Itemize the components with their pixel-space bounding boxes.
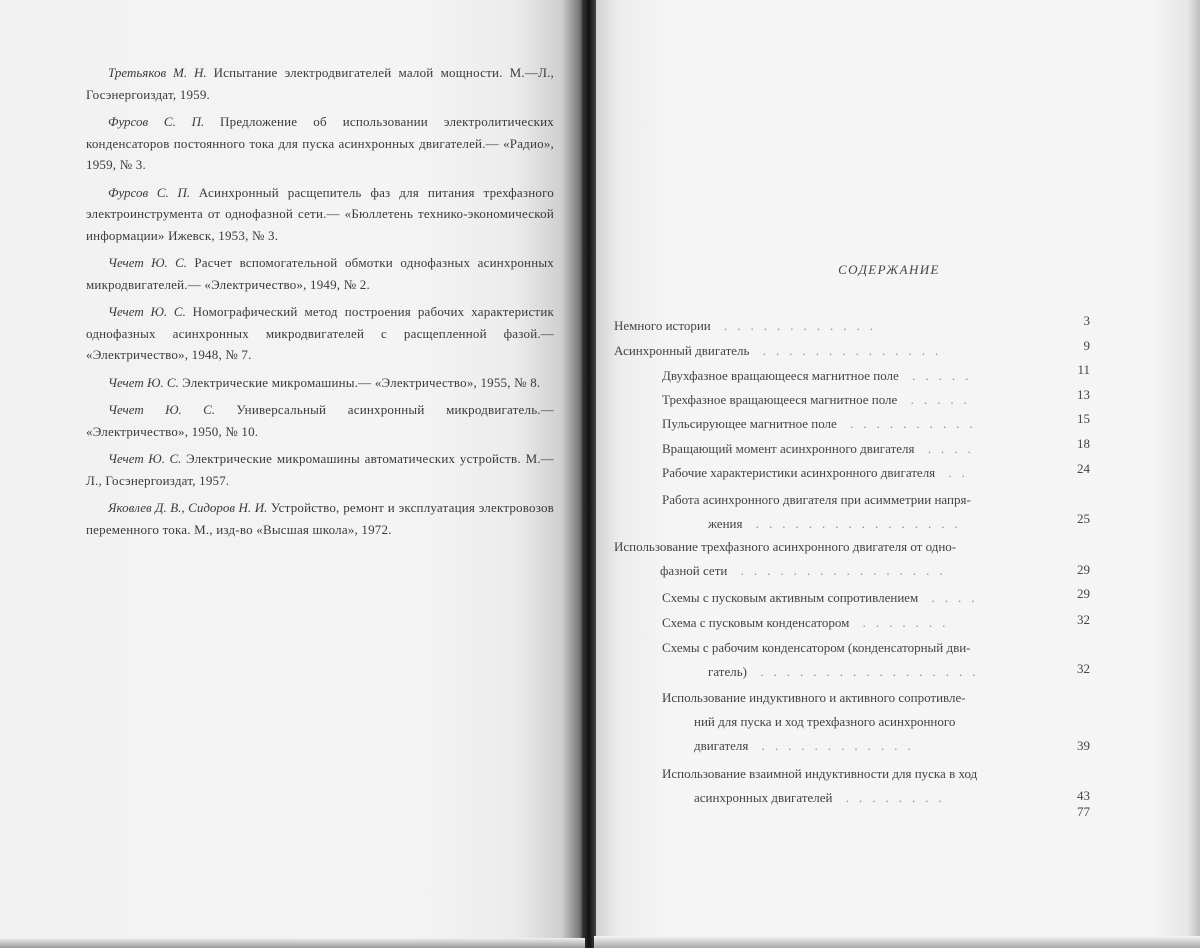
toc-page-number: 32 <box>1077 612 1090 627</box>
toc-entry <box>662 488 971 536</box>
reference-author: Чечет Ю. С. <box>108 451 186 466</box>
toc-entry-text: Использование индуктивного и активного сопротивле- <box>662 690 966 705</box>
reference-text: Электрические микромашины.— «Электричество», 1955, № 8. <box>182 374 541 390</box>
toc-page-number: 32 <box>1077 661 1090 676</box>
toc-entry-text: Двухфазное вращающееся магнитное поле ..... <box>662 368 979 383</box>
toc-page-number: 24 <box>1077 461 1090 476</box>
toc-page-number: 29 <box>1077 586 1090 601</box>
reference-text: Испытание электродвигателей малой мощности. М.—Л., Госэнергоиздат, 1959. <box>86 65 554 102</box>
toc-entry-text: Немного истории ............ <box>614 318 884 333</box>
toc-page-number: 39 <box>1077 738 1090 753</box>
toc-entry <box>662 762 977 810</box>
toc-entry <box>662 636 985 684</box>
toc-page-number: 13 <box>1077 387 1090 402</box>
leader-dots: ..... <box>897 392 977 407</box>
toc-entry-text: фазной сети ................ <box>660 563 953 578</box>
reference-text: Номографический метод построения рабочих характеристик однофазных асинхронных микродвигателей с расщепленной фазой.— «Электричество», 1948, № 7. <box>86 304 554 362</box>
toc-entry <box>614 339 948 363</box>
toc-entry <box>662 412 983 436</box>
reference-entry <box>86 301 554 366</box>
toc-page-number: 43 <box>1077 788 1090 803</box>
reference-entry <box>86 111 554 176</box>
reference-entry <box>86 252 554 295</box>
leader-dots: .......... <box>836 416 983 431</box>
reference-author: Яковлев Д. В., Сидоров Н. И. <box>108 500 271 515</box>
reference-entry <box>86 448 554 491</box>
toc-page-number: 3 <box>1083 313 1090 328</box>
bibliography-list <box>86 62 554 546</box>
reference-entry <box>86 372 554 394</box>
leader-dots: .............. <box>749 343 949 358</box>
reference-entry <box>86 399 554 442</box>
toc-entry <box>614 314 883 338</box>
leader-dots: .... <box>918 590 985 605</box>
leader-dots: .... <box>914 441 981 456</box>
toc-entry-text: Трехфазное вращающееся магнитное поле ..... <box>662 392 977 407</box>
reference-text: Электрические микромашины автоматических устройств. М.—Л., Госэнергоиздат, 1957. <box>86 451 554 488</box>
leader-dots: ..... <box>898 368 979 383</box>
toc-entry-text: Схемы с рабочим конденсатором (конденсаторный дви- <box>662 640 971 655</box>
leader-dots: ........ <box>832 790 952 805</box>
leader-dots: ................ <box>727 563 953 578</box>
toc-entry <box>614 535 956 583</box>
reference-author: Фурсов С. П. <box>108 114 221 129</box>
reference-text: Асинхронный расщепитель фаз для питания трехфазного электроинструмента от однофазной сети.— «Бюллетень технико-экономической информации» Ижевск, 1953, № 3. <box>86 184 554 243</box>
page-edge <box>594 936 1200 948</box>
toc-entry <box>662 586 985 610</box>
reference-entry <box>86 62 554 105</box>
toc-entry-text: ний для пуска и ход трехфазного асинхронного <box>694 714 956 729</box>
toc-entry-text: Использование трехфазного асинхронного двигателя от одно- <box>614 539 957 554</box>
toc-page-number: 18 <box>1077 436 1090 451</box>
toc-entry-text: Асинхронный двигатель .............. <box>614 343 949 358</box>
leader-dots: ................. <box>746 664 986 679</box>
toc-title: СОДЕРЖАНИЕ <box>838 262 940 277</box>
reference-text: Устройство, ремонт и эксплуатация электровозов переменного тока. М., изд-во «Высшая школа», 1972. <box>86 500 554 537</box>
toc-page-number: 11 <box>1077 362 1090 377</box>
toc-entry-text: Схема с пусковым конденсатором ....... <box>662 615 956 630</box>
reference-author: Фурсов С. П. <box>108 184 199 200</box>
reference-text: Универсальный асинхронный микродвигатель.— «Электричество», 1950, № 10. <box>86 402 554 439</box>
reference-author: Чечет Ю. С. <box>108 374 183 390</box>
toc-entry-text: гатель) ................. <box>708 664 986 679</box>
toc-page-number: 15 <box>1077 411 1090 426</box>
toc-entry <box>662 364 978 388</box>
toc-entry-text: Использование взаимной индуктивности для пуска в ход <box>662 766 978 781</box>
leader-dots: ............ <box>710 318 884 333</box>
reference-author: Чечет Ю. С. <box>108 402 237 417</box>
book-gutter <box>582 0 596 948</box>
toc-entry <box>662 461 975 485</box>
leader-dots: ....... <box>849 615 956 630</box>
toc-entry-text: Схемы с пусковым активным сопротивлением .... <box>662 590 985 605</box>
toc-page-number: 9 <box>1083 338 1090 353</box>
reference-text: Предложение об использовании электролитических конденсаторов постоянного тока для пуска асинхронных двигателей.— «Радио», 1959, № 3. <box>86 114 554 172</box>
toc-entry <box>662 611 955 635</box>
page-edge <box>0 938 585 948</box>
toc-entry-text: Вращающий момент асинхронного двигателя .... <box>662 441 981 456</box>
page-number: 77 <box>1077 804 1090 819</box>
reference-author: Третьяков М. Н. <box>108 65 214 80</box>
reference-author: Чечет Ю. С. <box>108 304 193 319</box>
toc-entry <box>662 686 966 758</box>
toc-entry-text: жения ................ <box>708 516 968 531</box>
toc-entry <box>662 437 981 461</box>
toc-entry-text: Рабочие характеристики асинхронного двигателя .. <box>662 465 975 480</box>
toc-page-number: 25 <box>1077 511 1090 526</box>
toc-entry <box>662 388 977 412</box>
toc-entry-text: Пульсирующее магнитное поле .......... <box>662 416 983 431</box>
toc-entry-text: Работа асинхронного двигателя при асимметрии напря- <box>662 492 971 507</box>
toc-entry-text: асинхронных двигателей ........ <box>694 790 952 805</box>
leader-dots: ............ <box>748 738 921 753</box>
reference-author: Чечет Ю. С. <box>108 255 195 270</box>
reference-entry <box>86 497 554 540</box>
toc-page-number: 29 <box>1077 562 1090 577</box>
reference-entry <box>86 182 554 247</box>
reference-text: Расчет вспомогательной обмотки однофазных асинхронных микродвигателей.— «Электричество», 1949, № 2. <box>86 255 554 292</box>
leader-dots: .. <box>935 465 975 480</box>
leader-dots: ................ <box>742 516 968 531</box>
toc-entry-text: двигателя ............ <box>694 738 921 753</box>
